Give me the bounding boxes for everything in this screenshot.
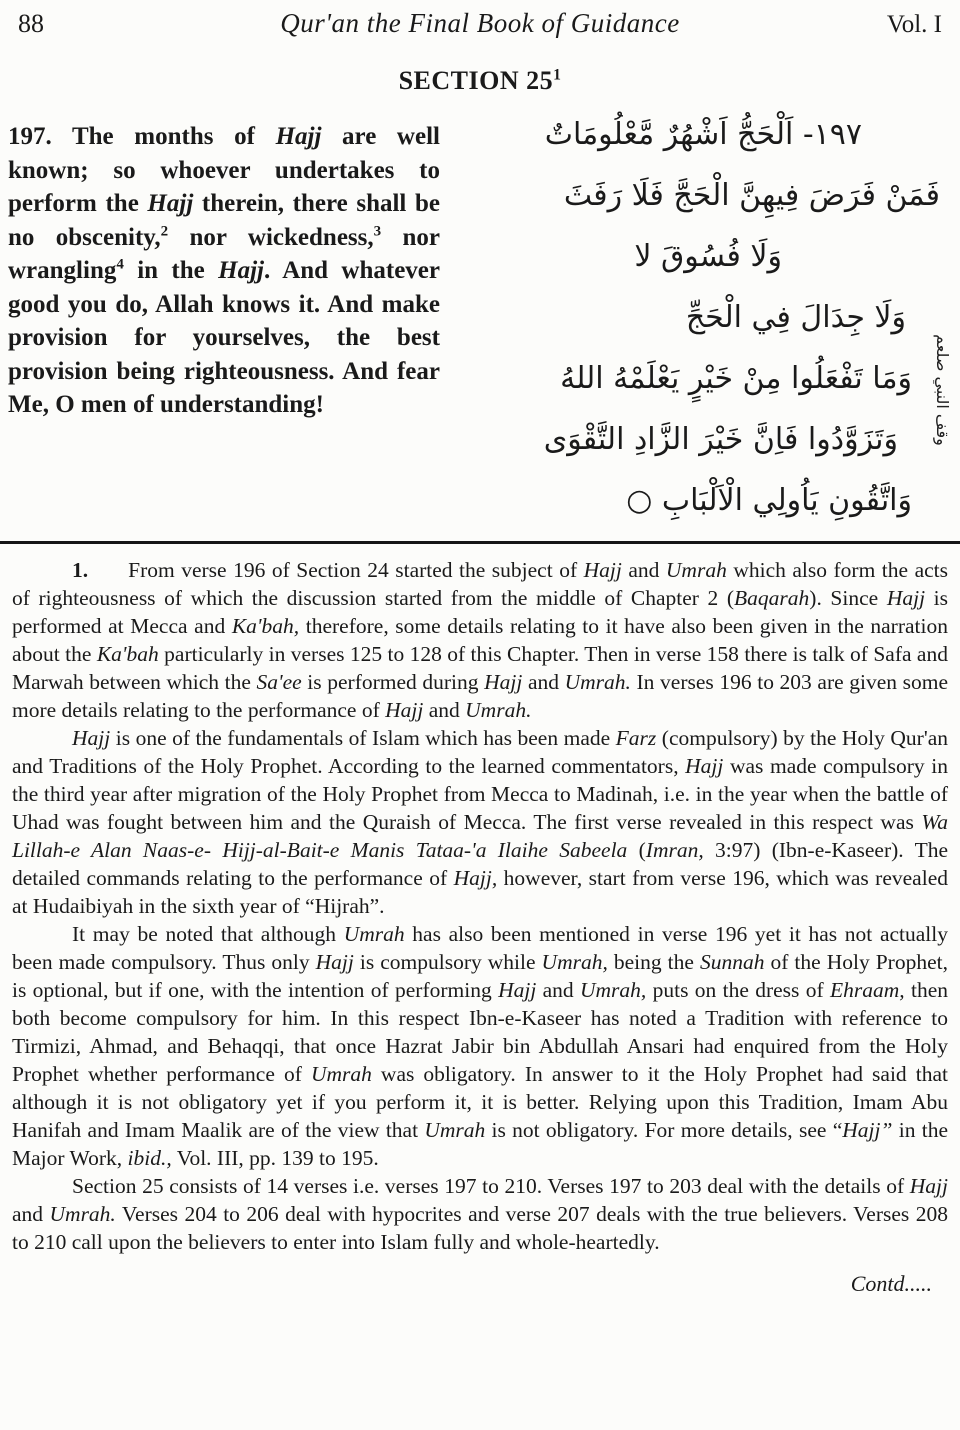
verse-english: 197. The months of Hajj are well known; so whoever undertakes to perform the Hajj therein, there shall be no obscenity,$^2$ nor wickedness,$^3$ nor wrangling$^4$ in the Hajj. And whatever good you do, Allah knows it. And make provision for yourselves, the best provision being righteousness. And fear Me, O men of understanding! (8, 123, 441, 418)
footnote-paragraph (12, 556, 948, 724)
arabic-line: وَتَزَوَّدُوا فَاِنَّ خَيْرَ الزَّادِ التَّقْوَى (543, 422, 898, 457)
footnote-text: From verse 196 of Section 24 started the subject of Hajj and Umrah which also form the acts of righteousness of which the discussion started from the middle of Chapter 2 (Baqarah). Since Hajj is performed at Mecca and Ka'bah, therefore, some details relating to it have also been given in the narration about the Ka'bah particularly in verses 125 to 128 of this Chapter. Then in verse 158 there is talk of Safa and Marwah between which the Sa'ee is performed during Hajj and Umrah. In verses 196 to 203 are given some more details relating to the performance of Hajj and Umrah. (12, 558, 949, 722)
section-footnote-ref: 1 (553, 66, 562, 84)
verse-block (0, 117, 960, 531)
volume-label: Vol. I (886, 11, 942, 38)
verse-arabic (440, 104, 950, 531)
section-heading (0, 66, 960, 96)
contd-label: Contd..... (850, 1271, 932, 1296)
arabic-line: وَلَا جِدَالَ فِي الْحَجِّ (685, 300, 906, 335)
footnote-number: 1. (72, 558, 89, 582)
margin-note: وقف النبي صلعم (933, 334, 952, 446)
arabic-line: وَاتَّقُونِ يَاُولِي الْاَلْبَابِ ○ (626, 483, 912, 518)
footnote-paragraph: It may be noted that although Umrah has also been mentioned in verse 196 yet it has not actually been made compulsory. Thus only Hajj is compulsory while Umrah, being the Sunnah of the Holy Prophet, is optional, but if one, with the intention of performing Hajj and Umrah, puts on the dress of Ehraam, then both become compulsory for him. In this respect Ibn-e-Kaseer has noted a Tradition with reference to Tirmizi, Ahmad, and Behaqqi, that once Hazrat Jabir bin Abdullah Ansari had enquired from the Holy Prophet whether performance of Umrah was obligatory. In answer to it the Holy Prophet had said that although it is not obligatory yet if you perform it, it is better. Relying upon this Tradition, Imam Abu Hanifah and Imam Maalik are of the view that Umrah is not obligatory. For more details, see “Hajj” in the Major Work, ibid., Vol. III, pp. 139 to 195. (12, 922, 948, 1170)
footnotes (0, 544, 960, 1298)
arabic-line: ١٩٧- اَلْحَجُّ اَشْهُرٌ مَّعْلُومَاتٌ (544, 117, 862, 152)
footnote-paragraph: Hajj is one of the fundamentals of Islam which has been made Farz (compulsory) by the Holy Qur'an and Traditions of the Holy Prophet. According to the learned commentators, Hajj was made compulsory in the third year after migration of the Holy Prophet from Mecca to Madinah, i.e. in the year when the battle of Uhad was fought between him and the Quraish of Mecca. The first verse revealed in this respect was Wa Lillah-e Alan Naas-e- Hijj-al-Bait-e Manis Tataa-'a Ilaihe Sabeela (Imran, 3:97) (Ibn-e-Kaseer). The detailed commands relating to the performance of Hajj, however, start from verse 196, which was revealed at Hudaibiyah in the sixth year of “Hijrah”. (12, 726, 948, 918)
arabic-line: فَمَنْ فَرَضَ فِيهِنَّ الْحَجَّ فَلَا رَفَثَ (563, 178, 940, 213)
footnote-paragraph: Section 25 consists of 14 verses i.e. verses 197 to 210. Verses 197 to 203 deal with the details of Hajj and Umrah. Verses 204 to 206 deal with hypocrites and verse 207 deals with the true believers. Verses 208 to 210 call upon the believers to enter into Islam fully and whole-heartedly. (12, 1174, 948, 1254)
section-label: SECTION 25 (398, 66, 554, 95)
arabic-line: وَمَا تَفْعَلُوا مِنْ خَيْرٍ يَعْلَمْهُ اللهُ (560, 361, 912, 396)
running-title: Qur'an the Final Book of Guidance (280, 8, 680, 38)
page-header (0, 0, 960, 39)
arabic-line: وَلَا فُسُوقَ لا (634, 239, 782, 274)
page-number: 88 (18, 9, 44, 38)
